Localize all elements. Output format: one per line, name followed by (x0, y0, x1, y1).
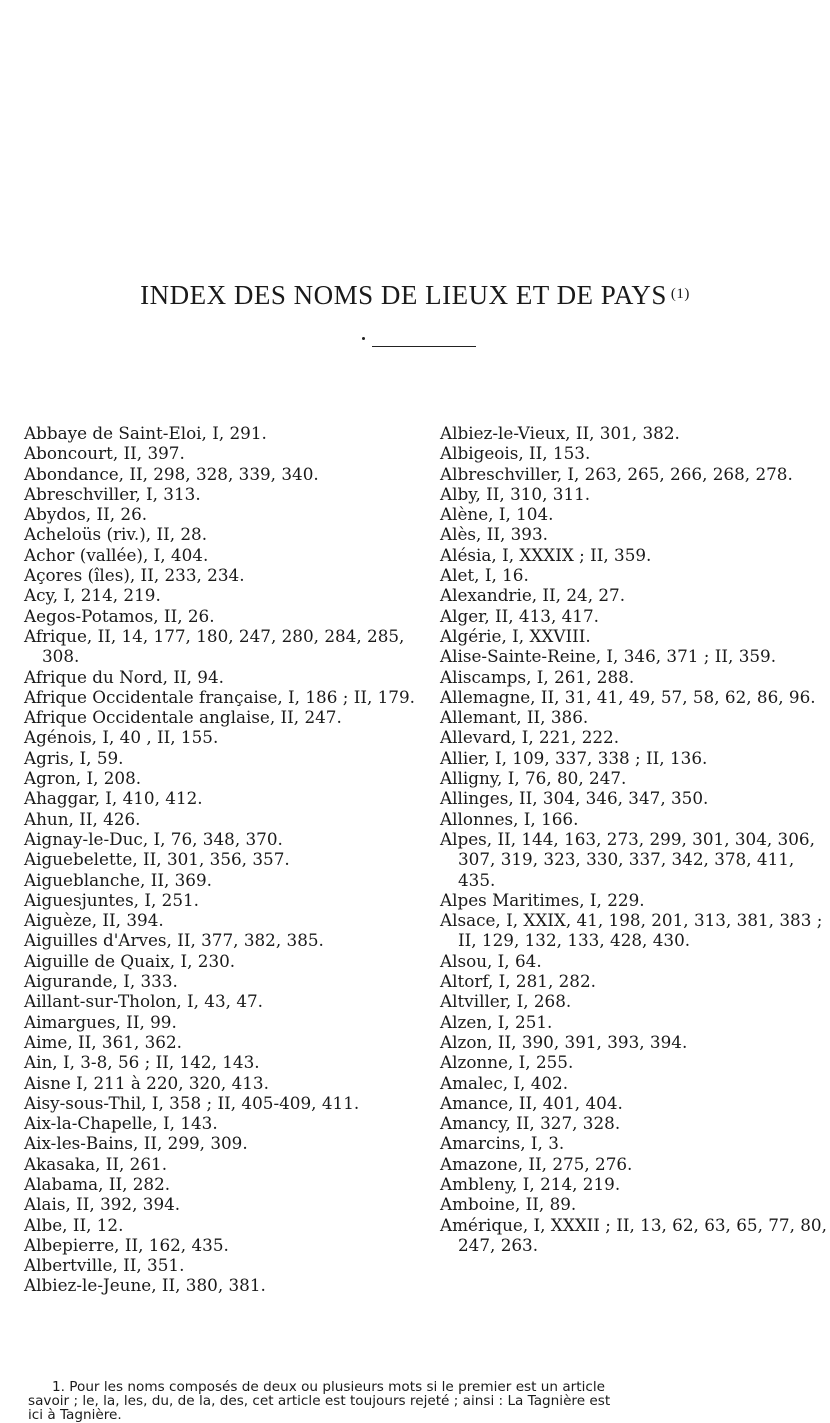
index-entry: Allevard, I, 221, 222. (440, 727, 620, 748)
index-entry: Alésia, I, XXXIX ; II, 359. (440, 544, 652, 565)
page-title (0, 280, 830, 311)
index-entry: Aix-les-Bains, II, 299, 309. (24, 1133, 248, 1154)
index-entry: Afrique, II, 14, 177, 180, 247, 280, 284, 285, 308. (24, 625, 405, 667)
index-entry: Aigueblanche, II, 369. (24, 869, 212, 890)
index-entry: Amérique, I, XXXII ; II, 13, 62, 63, 65, 77, 80, 247, 263. (440, 1214, 827, 1255)
decorative-dot (362, 337, 365, 340)
index-entry: Aimargues, II, 99. (24, 1011, 177, 1032)
index-entry: Ahun, II, 426. (24, 808, 141, 829)
index-entry: Achor (vallée), I, 404. (24, 544, 209, 565)
index-entry: Acheloüs (riv.), II, 28. (24, 524, 208, 545)
index-entry: Aignay-le-Duc, I, 76, 348, 370. (24, 828, 283, 849)
index-entry: Abydos, II, 26. (24, 504, 148, 525)
index-entry: Alzonne, I, 255. (440, 1052, 574, 1073)
index-entry: Aiguesjuntes, I, 251. (24, 889, 200, 910)
index-entry: Abondance, II, 298, 328, 339, 340. (24, 463, 319, 484)
index-entry: Amboine, II, 89. (440, 1194, 577, 1215)
index-entry: Amarcins, I, 3. (440, 1133, 565, 1154)
index-entry: Aisne I, 211 à 220, 320, 413. (24, 1072, 269, 1093)
index-entry: Amalec, I, 402. (440, 1072, 569, 1093)
index-entry: Allinges, II, 304, 346, 347, 350. (440, 788, 709, 809)
index-entry: Agénois, I, 40 , II, 155. (24, 727, 219, 748)
index-entry: Alger, II, 413, 417. (440, 605, 599, 626)
index-entry: Afrique Occidentale française, I, 186 ; II, 179. (24, 686, 415, 707)
index-entry: Alais, II, 392, 394. (24, 1194, 181, 1215)
index-entry: Allier, I, 109, 337, 338 ; II, 136. (440, 747, 708, 768)
index-entry: Aiguebelette, II, 301, 356, 357. (24, 849, 290, 870)
index-entry: Alexandrie, II, 24, 27. (440, 585, 626, 606)
index-entry: Aillant-sur-Tholon, I, 43, 47. (24, 991, 264, 1012)
index-entry: Altorf, I, 281, 282. (440, 971, 596, 992)
index-entry: Alzon, II, 390, 391, 393, 394. (440, 1031, 688, 1052)
title-rule (372, 346, 476, 347)
index-entry: Aegos-Potamos, II, 26. (24, 605, 215, 626)
index-entry: Alpes, II, 144, 163, 273, 299, 301, 304, 306, 307, 319, 323, 330, 337, 342, 378, 411, 435. (440, 828, 815, 890)
index-entry: Albe, II, 12. (24, 1214, 124, 1235)
index-entry: Alabama, II, 282. (24, 1173, 171, 1194)
index-entry: Akasaka, II, 261. (24, 1153, 168, 1174)
index-entry: Açores (îles), II, 233, 234. (24, 565, 245, 586)
index-entry: Allemagne, II, 31, 41, 49, 57, 58, 62, 86, 96. (440, 686, 816, 707)
index-entry: Alès, II, 393. (440, 524, 548, 545)
index-entry: Aisy-sous-Thil, I, 358 ; II, 405-409, 411. (24, 1092, 360, 1113)
index-entry: Aiguèze, II, 394. (24, 910, 164, 931)
index-entry: Afrique du Nord, II, 94. (24, 666, 224, 687)
index-entry: Alpes Maritimes, I, 229. (440, 889, 645, 910)
index-entry: Abreschviller, I, 313. (24, 483, 201, 504)
title-text: INDEX DES NOMS DE LIEUX ET DE PAYS (140, 280, 667, 310)
index-entry: Algérie, I, XXVIII. (440, 625, 591, 646)
index-entry: Aiguille de Quaix, I, 230. (24, 950, 236, 971)
index-entry: Agris, I, 59. (24, 747, 124, 768)
footnote (28, 1381, 828, 1422)
index-entry: Acy, I, 214, 219. (24, 585, 161, 606)
index-entry: Alsou, I, 64. (440, 950, 542, 971)
index-entry: Amazone, II, 275, 276. (440, 1153, 633, 1174)
index-entry: Alby, II, 310, 311. (440, 483, 591, 504)
index-entry: Albiez-le-Vieux, II, 301, 382. (440, 423, 680, 443)
index-entry: Alène, I, 104. (440, 504, 554, 525)
index-entry: Abbaye de Saint-Eloi, I, 291. (24, 423, 267, 443)
index-entry: Amancy, II, 327, 328. (440, 1113, 621, 1134)
index-entry: Agron, I, 208. (24, 768, 142, 789)
footnote-line: 1. Pour les noms composés de deux ou plusieurs mots si le premier est un article (52, 1379, 605, 1395)
index-entry: Afrique Occidentale anglaise, II, 247. (24, 707, 342, 728)
index-entry: Amance, II, 401, 404. (440, 1092, 623, 1113)
footnote-line: savoir ; le, la, les, du, de la, des, cet article est toujours rejeté ; ainsi : La Tagnière est (28, 1392, 611, 1409)
title-footnote-marker: (1) (670, 286, 690, 302)
index-entry: Aliscamps, I, 261, 288. (440, 666, 635, 687)
index-entry: Allonnes, I, 166. (440, 808, 579, 829)
index-entry: Alise-Sainte-Reine, I, 346, 371 ; II, 359. (440, 646, 777, 667)
index-entry: Aiguilles d'Arves, II, 377, 382, 385. (24, 930, 324, 951)
index-entry: Aboncourt, II, 397. (24, 443, 185, 464)
index-entry: Alet, I, 16. (440, 565, 529, 586)
index-column-right (440, 423, 828, 1255)
index-entry: Ambleny, I, 214, 219. (440, 1173, 621, 1194)
index-entry: Albepierre, II, 162, 435. (24, 1234, 229, 1255)
index-entry: Albertville, II, 351. (24, 1255, 185, 1276)
index-entry: Ain, I, 3-8, 56 ; II, 142, 143. (24, 1052, 260, 1073)
index-entry: Ahaggar, I, 410, 412. (24, 788, 203, 809)
index-entry: Alzen, I, 251. (440, 1011, 553, 1032)
index-entry: Aigurande, I, 333. (24, 971, 178, 992)
index-entry: Albigeois, II, 153. (440, 443, 591, 464)
index-entry: Alsace, I, XXIX, 41, 198, 201, 313, 381, 383 ; II, 129, 132, 133, 428, 430. (440, 910, 823, 951)
index-entry: Allemant, II, 386. (440, 707, 589, 728)
index-entry: Aime, II, 361, 362. (24, 1031, 182, 1052)
index-column-left (24, 423, 422, 1296)
index-entry: Alligny, I, 76, 80, 247. (440, 768, 627, 789)
footnote-line: ici à Tagnière. (28, 1406, 122, 1423)
index-entry: Aix-la-Chapelle, I, 143. (24, 1113, 218, 1134)
index-entry: Albiez-le-Jeune, II, 380, 381. (24, 1275, 266, 1296)
index-entry: Albreschviller, I, 263, 265, 266, 268, 278. (440, 463, 793, 484)
index-entry: Altviller, I, 268. (440, 991, 572, 1012)
